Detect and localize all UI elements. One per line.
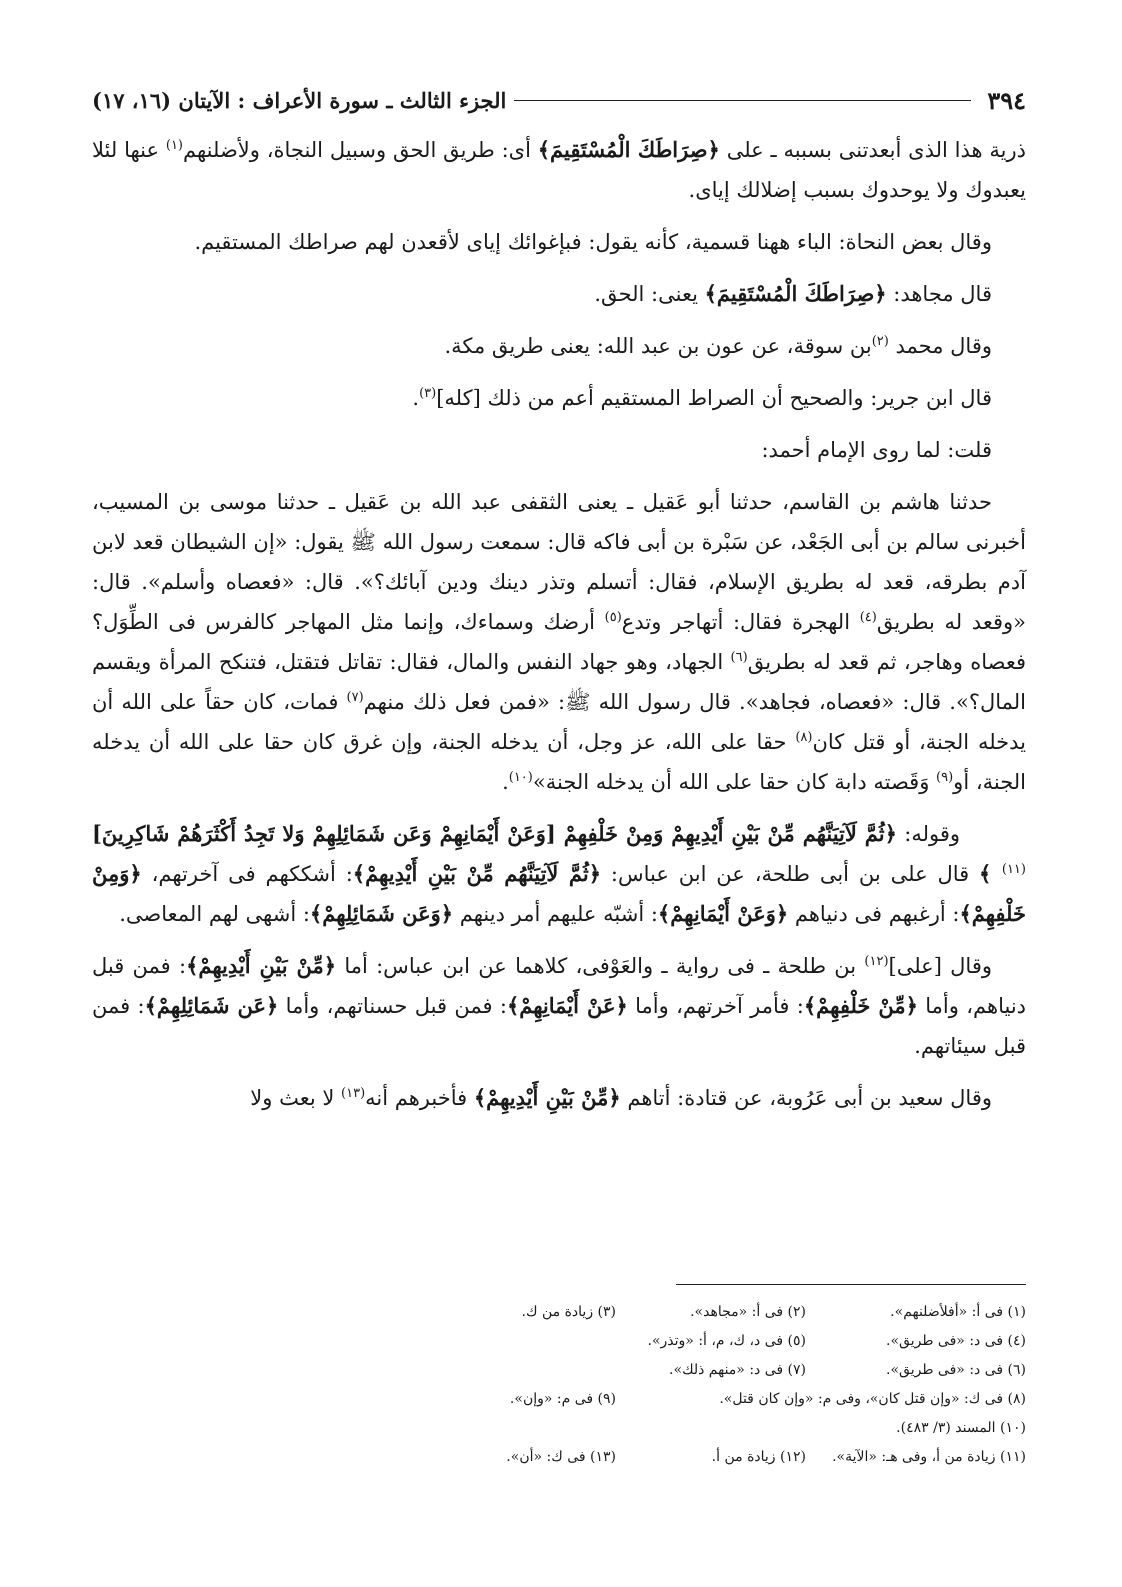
footnote-row <box>386 1443 1026 1472</box>
text-run: : أشهى لهم المعاصى. <box>119 902 310 926</box>
footnote-ref: (١٢) <box>864 954 889 969</box>
footnote-separator <box>676 1284 1026 1285</box>
footnote-ref: (٢) <box>871 334 889 349</box>
text-run: قال على بن أبى طلحة، عن ابن عباس: <box>601 862 980 886</box>
footnote-4: (٤) فى د: «فى طريق». <box>886 1333 1026 1349</box>
header-rule <box>514 100 971 101</box>
text-run: : أشبّه عليهم أمر دينهم <box>453 902 658 926</box>
quran-quote: ﴿عَنْ أَيْمَانِهِمْ﴾ <box>506 993 628 1018</box>
paragraph <box>92 946 1026 1066</box>
text-run: حدثنا هاشم بن القاسم، حدثنا أبو عَقيل ـ يعنى الثقفى عبد الله بن عَقيل ـ حدثنا موسى بن المسيب، أخبرنى سالم بن أبى الجَعْد، عن سَبْرة بن أبى فاكه قال: سمعت رسول الله ﷺ يقول: «إن الشيطان قعد لابن آدم بطرقه، قعد له بطريق الإسلام، فقال: أتسلم وتذر دينك ودين آبائك؟». قال: «فعصاه وأسلم». قال: «وقعد له بطريق <box>92 490 1026 634</box>
text-run: وقال بعض النحاة: الباء ههنا قسمية، كأنه يقول: فبإغوائك إياى لأقعدن لهم صراطك المستقيم. <box>194 230 992 254</box>
paragraph <box>92 482 1026 802</box>
footnote-2: (٢) فى أ: «مجاهد». <box>690 1304 806 1320</box>
text-run: وَقَصته دابة كان حقا على الله أن يدخله الجنة» <box>532 770 937 794</box>
quran-quote: ﴿صِرَاطَكَ الْمُسْتَقِيمَ﴾ <box>537 137 720 162</box>
page-header <box>92 82 1026 118</box>
footnote-row <box>386 1327 1026 1356</box>
text-run: وقوله: <box>896 822 961 846</box>
text-run: وقال [على] <box>888 954 993 978</box>
footnote-row <box>386 1356 1026 1385</box>
text-run: فأخبرهم أنه <box>365 1086 474 1110</box>
running-title: الجزء الثالث ـ سورة الأعراف : الآيتان (١٦، ١٧) <box>92 87 507 113</box>
text-run: يعنى: الحق. <box>594 282 705 306</box>
paragraph <box>92 814 1026 934</box>
quran-quote: ﴿وَعَن شَمَائِلِهِمْ﴾ <box>309 901 454 926</box>
footnote-ref: (٤) <box>859 610 877 625</box>
footnote-ref: (٣) <box>419 386 437 401</box>
text-run: . <box>412 386 420 410</box>
footnote-ref: (٧) <box>346 690 364 705</box>
footnote-ref: (١) <box>165 138 183 153</box>
quran-quote: ﴾ <box>979 861 1002 886</box>
footnote-ref: (١٣) <box>341 1086 366 1101</box>
footnote-12: (١٢) زيادة من أ. <box>711 1449 806 1465</box>
text-run: بن طلحة ـ فى رواية ـ والعَوْفى، كلاهما عن ابن عباس: أما <box>336 954 865 978</box>
paragraph <box>92 326 1026 366</box>
paragraph <box>92 222 1026 262</box>
footnote-5: (٥) فى د، ك، م، أ: «وتذر». <box>647 1333 806 1349</box>
footnotes <box>386 1298 1026 1472</box>
text-run: قال ابن جرير: والصحيح أن الصراط المستقيم أعم من ذلك [كله] <box>436 386 992 410</box>
footnote-10: (١٠) المسند (٣/ ٤٨٣). <box>896 1420 1026 1436</box>
footnote-row <box>386 1385 1026 1414</box>
quran-quote: ﴿مِّنْ بَيْنِ أَيْدِيهِمْ﴾ <box>473 1085 621 1110</box>
footnote-7: (٧) فى د: «منهم ذلك». <box>669 1362 806 1378</box>
text-run: . <box>502 770 509 794</box>
text-run: : أشككهم فى آخرتهم، <box>141 862 353 886</box>
text-run: فمات، كان حقاً على الله أن يدخله الجنة، أو قتل كان <box>92 690 1027 754</box>
footnote-ref: (١١) <box>1001 862 1026 877</box>
text-run: أى: طريق الحق وسبيل النجاة، ولأضلنهم <box>183 138 538 162</box>
footnote-ref: (٦) <box>730 650 748 665</box>
text-run: قلت: لما روى الإمام أحمد: <box>761 438 992 462</box>
text-run: حقا على الله، عز وجل، أن يدخله الجنة، وإن غرق كان حقا على الله أن يدخله الجنة، أو <box>92 730 1026 794</box>
quran-quote: ﴿عَن شَمَائِلِهِمْ﴾ <box>144 993 279 1018</box>
footnote-3: (٣) زيادة من ك. <box>521 1304 616 1320</box>
footnote-8: (٨) فى ك: «وإن قتل كان»، وفى م: «وإن كان قتل». <box>719 1391 1026 1407</box>
quran-quote: ﴿ثُمَّ لَآتِيَنَّهُم مِّنْ بَيْنِ أَيْدِيهِمْ﴾ <box>352 861 602 886</box>
footnote-ref: (٥) <box>604 610 622 625</box>
text-run: : فأمر آخرتهم، وأما <box>627 994 804 1018</box>
quran-quote: ﴿ثُمَّ لَآتِيَنَّهُم مِّنْ بَيْنِ أَيْدِيهِمْ وَمِنْ خَلْفِهِمْ [وَعَنْ أَيْمَانِهِمْ وَعَن شَمَائِلِهِمْ وَلا تَجِدُ أَكْثَرَهُمْ شَاكِرِينَ] <box>92 821 897 846</box>
paragraph <box>92 274 1026 314</box>
footnote-6: (٦) فى د: «فى طريق». <box>886 1362 1026 1378</box>
text-run: وقال محمد <box>888 334 992 358</box>
quran-quote: ﴿مِّنْ خَلْفِهِمْ﴾ <box>803 993 918 1018</box>
text-run: الجهاد، وهو جهاد النفس والمال، فقال: تقاتل فتقتل، فتنكح المرأة ويقسم المال؟». قال: «فعصاه، فجاهد». قال رسول الله ﷺ: «فمن فعل ذلك منهم <box>92 650 1026 714</box>
footnote-1: (١) فى أ: «أفلأضلنهم». <box>890 1304 1026 1320</box>
text-run: بن سوقة، عن عون بن عبد الله: يعنى طريق مكة. <box>444 334 872 358</box>
text-run: : فمن قبل سيئاتهم. <box>92 994 1026 1058</box>
footnote-11: (١١) زيادة من أ، وفى هـ: «الآية». <box>832 1449 1026 1465</box>
footnote-ref: (١٠) <box>508 770 533 785</box>
quran-quote: ﴿صِرَاطَكَ الْمُسْتَقِيمَ﴾ <box>704 281 887 306</box>
text-run: : فمن قبل حسناتهم، وأما <box>278 994 507 1018</box>
text-run: ذرية هذا الذى أبعدتنى بسببه ـ على <box>719 138 1027 162</box>
quran-quote: ﴿مِّنْ بَيْنِ أَيْدِيهِمْ﴾ <box>186 953 337 978</box>
text-run: عنها لئلا يعبدوك ولا يوحدوك بسبب إضلالك إياى. <box>92 138 1026 202</box>
quran-quote: ﴿وَعَنْ أَيْمَانِهِمْ﴾ <box>657 901 789 926</box>
text-run: وقال سعيد بن أبى عَرُوبة، عن قتادة: أتاهم <box>620 1086 992 1110</box>
footnote-ref: (٩) <box>936 770 954 785</box>
text-run: الهجرة فقال: أتهاجر وتدع <box>621 610 860 634</box>
text-run: قال مجاهد: <box>886 282 992 306</box>
footnote-9: (٩) فى م: «وإن». <box>509 1391 616 1407</box>
paragraph <box>92 1078 1026 1118</box>
text-run: لا بعث ولا <box>250 1086 342 1110</box>
page-number: ٣٩٤ <box>987 85 1026 115</box>
footnote-13: (١٣) فى ك: «أن». <box>506 1449 616 1465</box>
paragraph <box>92 130 1026 210</box>
paragraph <box>92 430 1026 470</box>
text-run: : فمن قبل دنياهم، وأما <box>92 954 1027 1018</box>
text-run: أرضك وسماءك، وإنما مثل المهاجر كالفرس فى الطِّوَل؟ فعصاه وهاجر، ثم قعد له بطريق <box>92 610 1026 674</box>
main-text <box>92 130 1026 1130</box>
paragraph <box>92 378 1026 418</box>
footnote-ref: (٨) <box>795 730 813 745</box>
footnote-row <box>386 1414 1026 1443</box>
footnote-row <box>386 1298 1026 1327</box>
text-run: : أرغبهم فى دنياهم <box>788 902 960 926</box>
quran-quote: ﴿وَمِنْ خَلْفِهِمْ﴾ <box>92 861 1026 926</box>
